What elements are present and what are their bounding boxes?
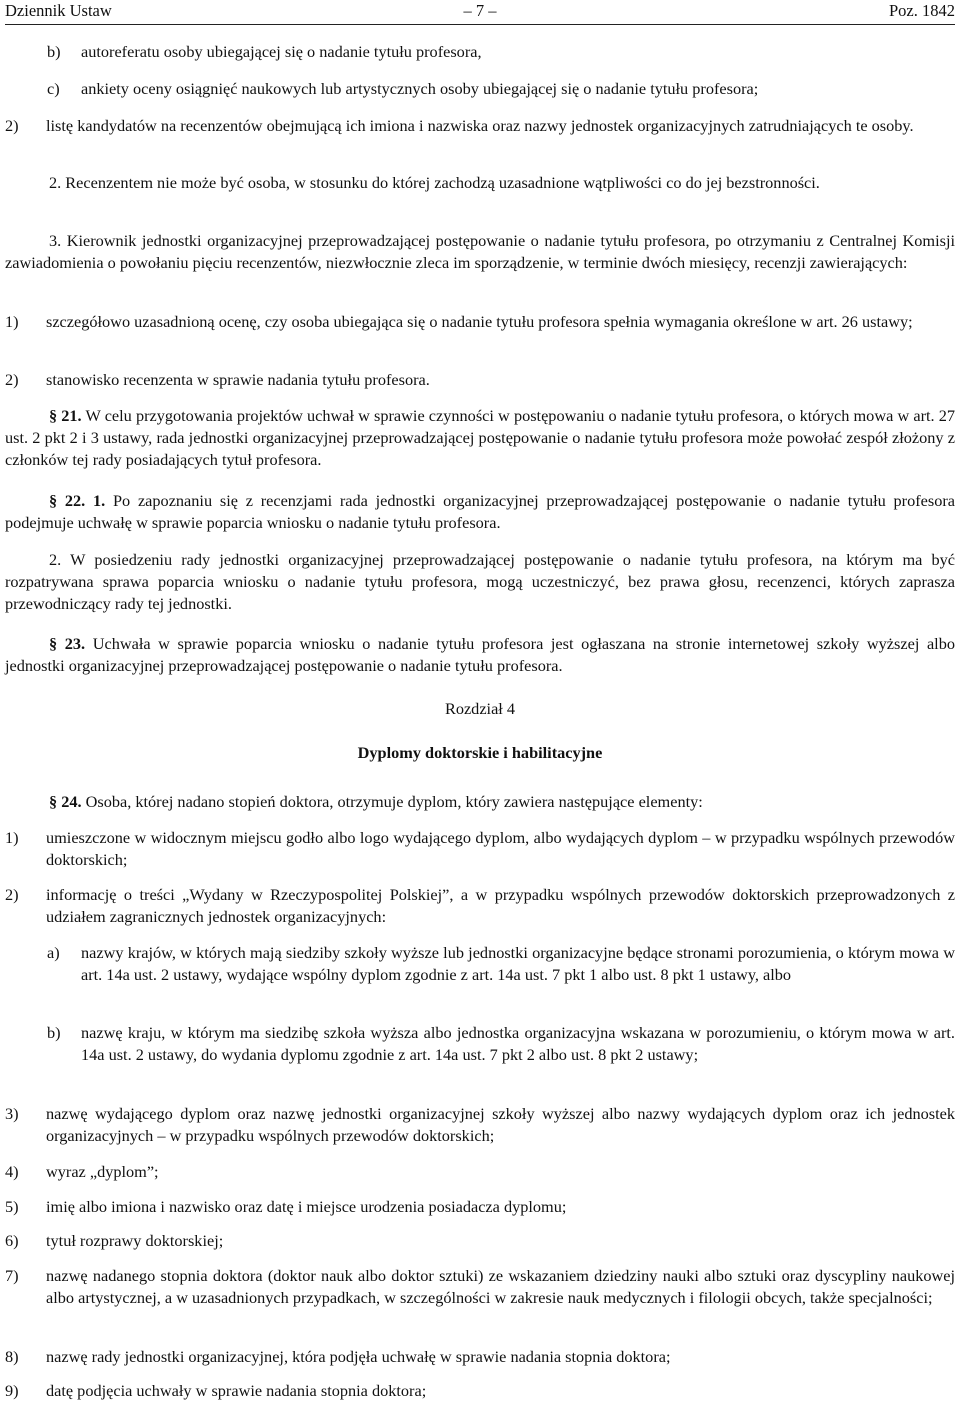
list-item: 3) nazwę wydającego dyplom oraz nazwę jednostki organizacyjnej szkoły wyższej albo nazwy wydających dyplom oraz ich jednostek organizacyjnych – w przypadku wspólnych przewodów doktorskich; xyxy=(5,1104,955,1145)
article-22: § 22. 1. Po zapoznaniu się z recenzjami rada jednostki organizacyjnej przeprowadzającej postępowanie o nadanie tytułu profesora podejmuje uchwałę w sprawie poparcia wniosku o nadanie tytułu profesora. xyxy=(5,491,955,532)
list-item: 2) informację o treści „Wydany w Rzeczypospolitej Polskiej”, a w przypadku wspólnych przewodów doktorskich przeprowadzonych z udziałem zagranicznych jednostek organizacyjnych: xyxy=(5,885,955,926)
list-item: 6) tytuł rozprawy doktorskiej; xyxy=(5,1231,224,1250)
article-23: § 23. Uchwała w sprawie poparcia wniosku o nadanie tytułu profesora jest ogłaszana na stronie internetowej szkoły wyższej albo jednostki organizacyjnej przeprowadzającej postępowanie o nadanie tytułu profesora. xyxy=(5,634,955,675)
list-item: 7) nazwę nadanego stopnia doktora (doktor nauk albo doktor sztuki) ze wskazaniem dziedziny nauki albo sztuki oraz dyscypliny naukowej albo artystycznej, a w uzasadnionych przypadkach, w szczególności w zakresie nauk medycznych i filologii obcych, także specjalności; xyxy=(5,1266,955,1307)
chapter-title: Dyplomy doktorskie i habilitacyjne xyxy=(357,743,603,762)
list-item: 9) datę podjęcia uchwały w sprawie nadania stopnia doktora; xyxy=(5,1381,427,1400)
list-item: a) nazwy krajów, w których mają siedziby szkoły wyższe lub jednostki organizacyjne będące stronami porozumienia, o którym mowa w art. 14a ust. 2 ustawy, wydające wspólny dyplom zgodnie z art. 14a ust. 7 pkt 1 albo ust. 8 pkt 1 ustawy, albo xyxy=(47,943,955,984)
article-24: § 24. Osoba, której nadano stopień doktora, otrzymuje dyplom, który zawiera następujące elementy: xyxy=(49,792,703,811)
chapter-number: Rozdział 4 xyxy=(444,699,516,718)
list-item: 1) umieszczone w widocznym miejscu godło albo logo wydającego dyplom, albo wydających dyplom – w przypadku wspólnych przewodów doktorskich; xyxy=(5,828,955,869)
list-item: 2) stanowisko recenzenta w sprawie nadania tytułu profesora. xyxy=(5,370,430,389)
list-item: b) autoreferatu osoby ubiegającej się o nadanie tytułu profesora, xyxy=(47,42,482,61)
journal-name: Dziennik Ustaw xyxy=(5,1,112,20)
list-item: 2) listę kandydatów na recenzentów obejmującą ich imiona i nazwiska oraz nazwy jednostek organizacyjnych zatrudniających te osoby. xyxy=(5,116,914,135)
paragraph: 2. W posiedzeniu rady jednostki organizacyjnej przeprowadzającej postępowanie o nadanie tytułu profesora, na którym ma być rozpatrywana sprawa poparcia wniosku o nadanie tytułu profesora, mogą uczestniczyć, bez prawa głosu, recenzenci, których zaprasza przewodniczący rady tej jednostki. xyxy=(5,550,956,613)
article-21: § 21. W celu przygotowania projektów uchwał w sprawie czynności w postępowaniu o nadanie tytułu profesora, o których mowa w art. 27 ust. 2 pkt 2 i 3 ustawy, rada jednostki organizacyjnej przeprowadzającej postępowanie o nadanie tytułu profesora może powołać zespół złożony z członków tej rady posiadających tytuł profesora. xyxy=(5,406,955,469)
list-item: b) nazwę kraju, w którym ma siedzibę szkoła wyższa albo jednostka organizacyjna wskazana w porozumieniu, o którym mowa w art. 14a ust. 2 ustawy, do wydania dyplomu zgodnie z art. 14a ust. 7 pkt 2 albo ust. 8 pkt 2 ustawy; xyxy=(47,1023,955,1064)
list-item: 1) szczegółowo uzasadnioną ocenę, czy osoba ubiegająca się o nadanie tytułu profesora spełnia wymagania określone w art. 26 ustawy; xyxy=(5,312,913,331)
list-item: 8) nazwę rady jednostki organizacyjnej, która podjęła uchwałę w sprawie nadania stopnia doktora; xyxy=(5,1347,671,1366)
list-item: 4) wyraz „dyplom”; xyxy=(5,1162,159,1181)
list-item: 5) imię albo imiona i nazwisko oraz datę i miejsce urodzenia posiadacza dyplomu; xyxy=(5,1197,567,1216)
page-number: – 7 – xyxy=(463,1,497,20)
paragraph: 3. Kierownik jednostki organizacyjnej przeprowadzającej postępowanie o nadanie tytułu profesora, po otrzymaniu z Centralnej Komisji zawiadomienia o powołaniu pięciu recenzentów, niezwłocznie zleca im sporządzenie, w terminie dwóch miesięcy, recenzji zawierających: xyxy=(5,231,955,272)
position-number: Poz. 1842 xyxy=(889,1,955,20)
list-item: c) ankiety oceny osiągnięć naukowych lub artystycznych osoby ubiegającej się o nadanie tytułu profesora; xyxy=(47,79,759,98)
paragraph: 2. Recenzentem nie może być osoba, w stosunku do której zachodzą uzasadnione wątpliwości co do jej bezstronności. xyxy=(49,173,820,192)
page-header xyxy=(5,0,955,25)
